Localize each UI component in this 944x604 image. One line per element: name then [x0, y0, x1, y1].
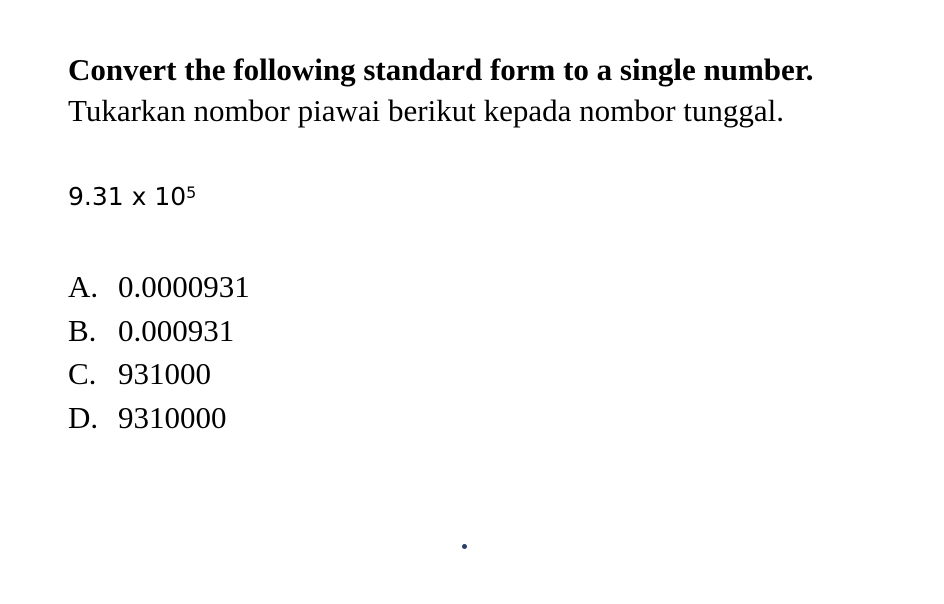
question-title-english: Convert the following standard form to a single number.	[68, 52, 814, 87]
option-c[interactable]	[68, 352, 250, 396]
dot-mark	[462, 544, 467, 549]
option-d[interactable]	[68, 396, 250, 440]
question-title-malay: Tukarkan nombor piawai berikut kepada nombor tunggal.	[68, 93, 785, 128]
option-letter: C.	[68, 356, 97, 391]
option-value: 0.0000931	[118, 269, 250, 304]
question-header	[68, 50, 928, 132]
expression-base: 9.31 x 10	[68, 182, 187, 211]
option-value: 931000	[118, 356, 211, 391]
answer-options	[68, 265, 250, 439]
option-letter: A.	[68, 269, 99, 304]
expression-exponent: 5	[186, 183, 197, 202]
option-value: 9310000	[118, 399, 227, 435]
option-letter: D.	[68, 399, 99, 435]
option-a[interactable]	[68, 265, 250, 309]
option-b[interactable]	[68, 309, 250, 353]
standard-form-expression	[68, 180, 196, 214]
option-value: 0.000931	[118, 312, 235, 348]
option-letter: B.	[68, 312, 97, 348]
